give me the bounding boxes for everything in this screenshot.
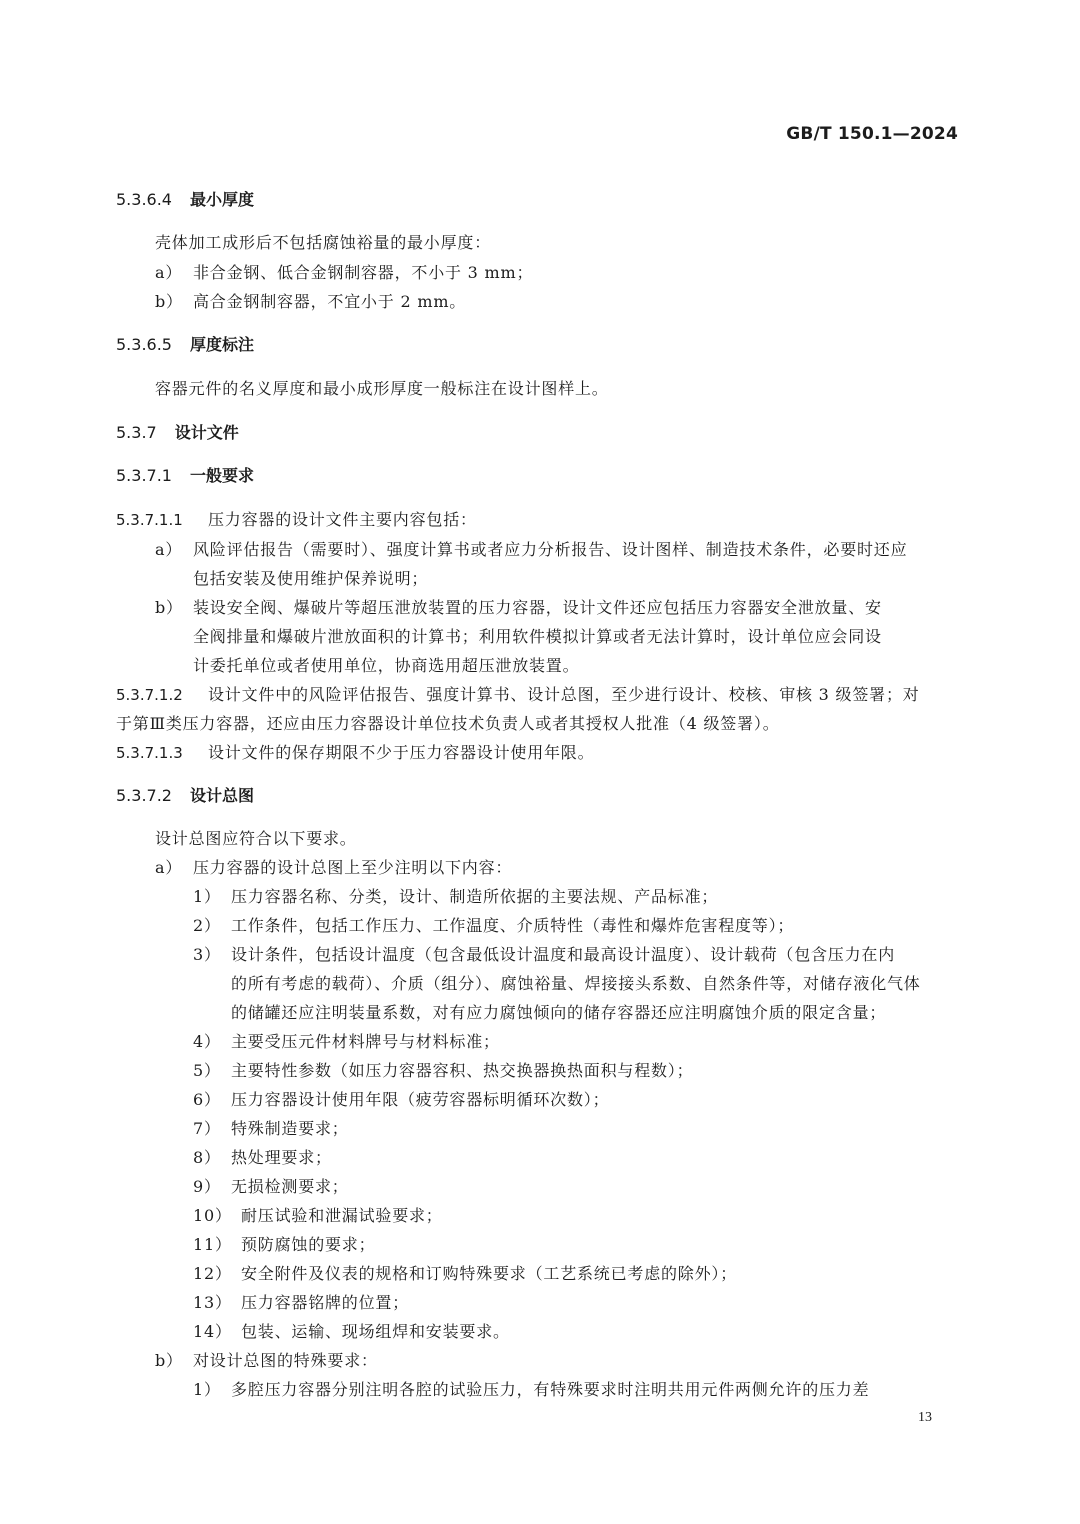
list-text: 高合金钢制容器，不宜小于 2 mm。 [193, 292, 467, 311]
sub-item-text: 无损检测要求； [231, 1177, 349, 1196]
list-label: b） [155, 292, 183, 311]
sub-item-label: 7） [193, 1119, 221, 1138]
list-text: 风险评估报告（需要时）、强度计算书或者应力分析报告、设计图样、制造技术条件，必要时还应 [193, 540, 908, 559]
clause-number: 5.3.7.1.1 [116, 511, 183, 529]
sub-item-text: 预防腐蚀的要求； [241, 1235, 376, 1254]
list-label: b） [155, 598, 183, 617]
sub-item-label: 14） [193, 1322, 232, 1341]
sub-item [193, 1379, 869, 1401]
sub-item [193, 915, 794, 937]
sub-item [193, 1292, 409, 1314]
clause-53712 [116, 684, 920, 706]
section-title: 最小厚度 [189, 190, 254, 209]
sub-item-label: 3） [193, 945, 221, 964]
sub-item [193, 1205, 443, 1227]
list-text: 对设计总图的特殊要求： [193, 1351, 378, 1370]
sub-item-label: 6） [193, 1090, 221, 1109]
sub-item-label: 8） [193, 1148, 221, 1167]
sub-item-label: 5） [193, 1061, 221, 1080]
clause-text-continued: 于第Ⅲ类压力容器，还应由压力容器设计单位技术负责人或者其授权人批准（4 级签署）。 [116, 714, 780, 733]
sub-item-text: 热处理要求； [231, 1148, 332, 1167]
sub-item-label: 1） [193, 1380, 221, 1399]
sub-item-label: 13） [193, 1293, 232, 1312]
sub-item [193, 1089, 609, 1111]
sub-item [193, 944, 895, 966]
paragraph: 壳体加工成形后不包括腐蚀裕量的最小厚度： [155, 233, 492, 252]
list-label: a） [155, 858, 183, 877]
section-number: 5.3.7.2 [116, 786, 172, 805]
section-title: 设计文件 [174, 423, 239, 442]
clause-text: 压力容器的设计文件主要内容包括： [208, 510, 477, 529]
sub-item-label: 12） [193, 1264, 232, 1283]
sub-item [193, 1118, 349, 1140]
sub-item-text: 耐压试验和泄漏试验要求； [241, 1206, 443, 1225]
sub-item-label: 11） [193, 1235, 232, 1254]
section-heading-5365 [116, 334, 254, 356]
section-heading-537 [116, 422, 239, 444]
section-number: 5.3.6.5 [116, 335, 172, 354]
clause-text: 设计文件的保存期限不少于压力容器设计使用年限。 [208, 743, 595, 762]
sub-item [193, 1234, 375, 1256]
section-heading-5364 [116, 189, 254, 211]
page-number: 13 [918, 1410, 932, 1425]
list-item [155, 539, 907, 561]
sub-item-label: 2） [193, 916, 221, 935]
sub-item-text: 主要特性参数（如压力容器容积、热交换器换热面积与程数）； [231, 1061, 694, 1080]
list-label: b） [155, 1351, 183, 1370]
sub-item [193, 1263, 737, 1285]
clause-53713 [116, 742, 594, 764]
section-number: 5.3.6.4 [116, 190, 172, 209]
section-title: 厚度标注 [189, 335, 254, 354]
sub-item [193, 1147, 332, 1169]
list-text: 非合金钢、低合金钢制容器，不小于 3 mm； [193, 263, 534, 282]
paragraph: 容器元件的名义厚度和最小成形厚度一般标注在设计图样上。 [155, 379, 609, 398]
clause-number: 5.3.7.1.3 [116, 744, 183, 762]
list-item [155, 597, 882, 619]
list-text: 装设安全阀、爆破片等超压泄放装置的压力容器，设计文件还应包括压力容器安全泄放量、安 [193, 598, 882, 617]
list-label: a） [155, 263, 183, 282]
list-item [155, 291, 466, 313]
sub-item [193, 1321, 510, 1343]
sub-item-text: 压力容器名称、分类，设计、制造所依据的主要法规、产品标准； [231, 887, 719, 906]
sub-item-label: 9） [193, 1177, 221, 1196]
sub-item [193, 1031, 500, 1053]
sub-item-text: 压力容器设计使用年限（疲劳容器标明循环次数）； [231, 1090, 610, 1109]
sub-item [193, 886, 718, 908]
sub-item-label: 10） [193, 1206, 232, 1225]
section-heading-5372 [116, 785, 254, 807]
sub-item-text: 压力容器铭牌的位置； [241, 1293, 410, 1312]
sub-item-text: 主要受压元件材料牌号与材料标准； [231, 1032, 500, 1051]
sub-item-label: 1） [193, 887, 221, 906]
paragraph: 设计总图应符合以下要求。 [155, 829, 357, 848]
sub-item-continued: 的储罐还应注明装量系数，对有应力腐蚀倾向的储存容器还应注明腐蚀介质的限定含量； [231, 1003, 887, 1022]
clause-text: 设计文件中的风险评估报告、强度计算书、设计总图，至少进行设计、校核、审核 3 级签署；对 [208, 685, 920, 704]
list-text-continued: 包括安装及使用维护保养说明； [193, 569, 429, 588]
list-item [155, 262, 533, 284]
sub-item-label: 4） [193, 1032, 221, 1051]
sub-item-text: 设计条件，包括设计温度（包含最低设计温度和最高设计温度）、设计载荷（包含压力在内 [231, 945, 896, 964]
sub-item [193, 1176, 349, 1198]
section-number: 5.3.7 [116, 423, 157, 442]
list-label: a） [155, 540, 183, 559]
sub-item-text: 工作条件，包括工作压力、工作温度、介质特性（毒性和爆炸危害程度等）； [231, 916, 795, 935]
sub-item [193, 1060, 693, 1082]
list-item [155, 857, 512, 879]
sub-item-continued: 的所有考虑的载荷）、介质（组分）、腐蚀裕量、焊接接头系数、自然条件等，对储存液化气体 [231, 974, 921, 993]
sub-item-text: 特殊制造要求； [231, 1119, 349, 1138]
section-number: 5.3.7.1 [116, 466, 172, 485]
section-heading-5371 [116, 465, 254, 487]
section-title: 一般要求 [189, 466, 254, 485]
sub-item-text: 包装、运输、现场组焊和安装要求。 [241, 1322, 510, 1341]
section-title: 设计总图 [189, 786, 254, 805]
clause-53711 [116, 509, 477, 531]
sub-item-text: 安全附件及仪表的规格和订购特殊要求（工艺系统已考虑的除外）； [241, 1264, 738, 1283]
clause-number: 5.3.7.1.2 [116, 686, 183, 704]
list-text-continued: 全阀排量和爆破片泄放面积的计算书；利用软件模拟计算或者无法计算时，设计单位应会同设 [193, 627, 882, 646]
list-text-continued: 计委托单位或者使用单位，协商选用超压泄放装置。 [193, 656, 580, 675]
list-text: 压力容器的设计总图上至少注明以下内容： [193, 858, 513, 877]
standard-number: GB/T 150.1—2024 [786, 124, 958, 144]
sub-item-text: 多腔压力容器分别注明各腔的试验压力，有特殊要求时注明共用元件两侧允许的压力差 [231, 1380, 870, 1399]
list-item [155, 1350, 378, 1372]
